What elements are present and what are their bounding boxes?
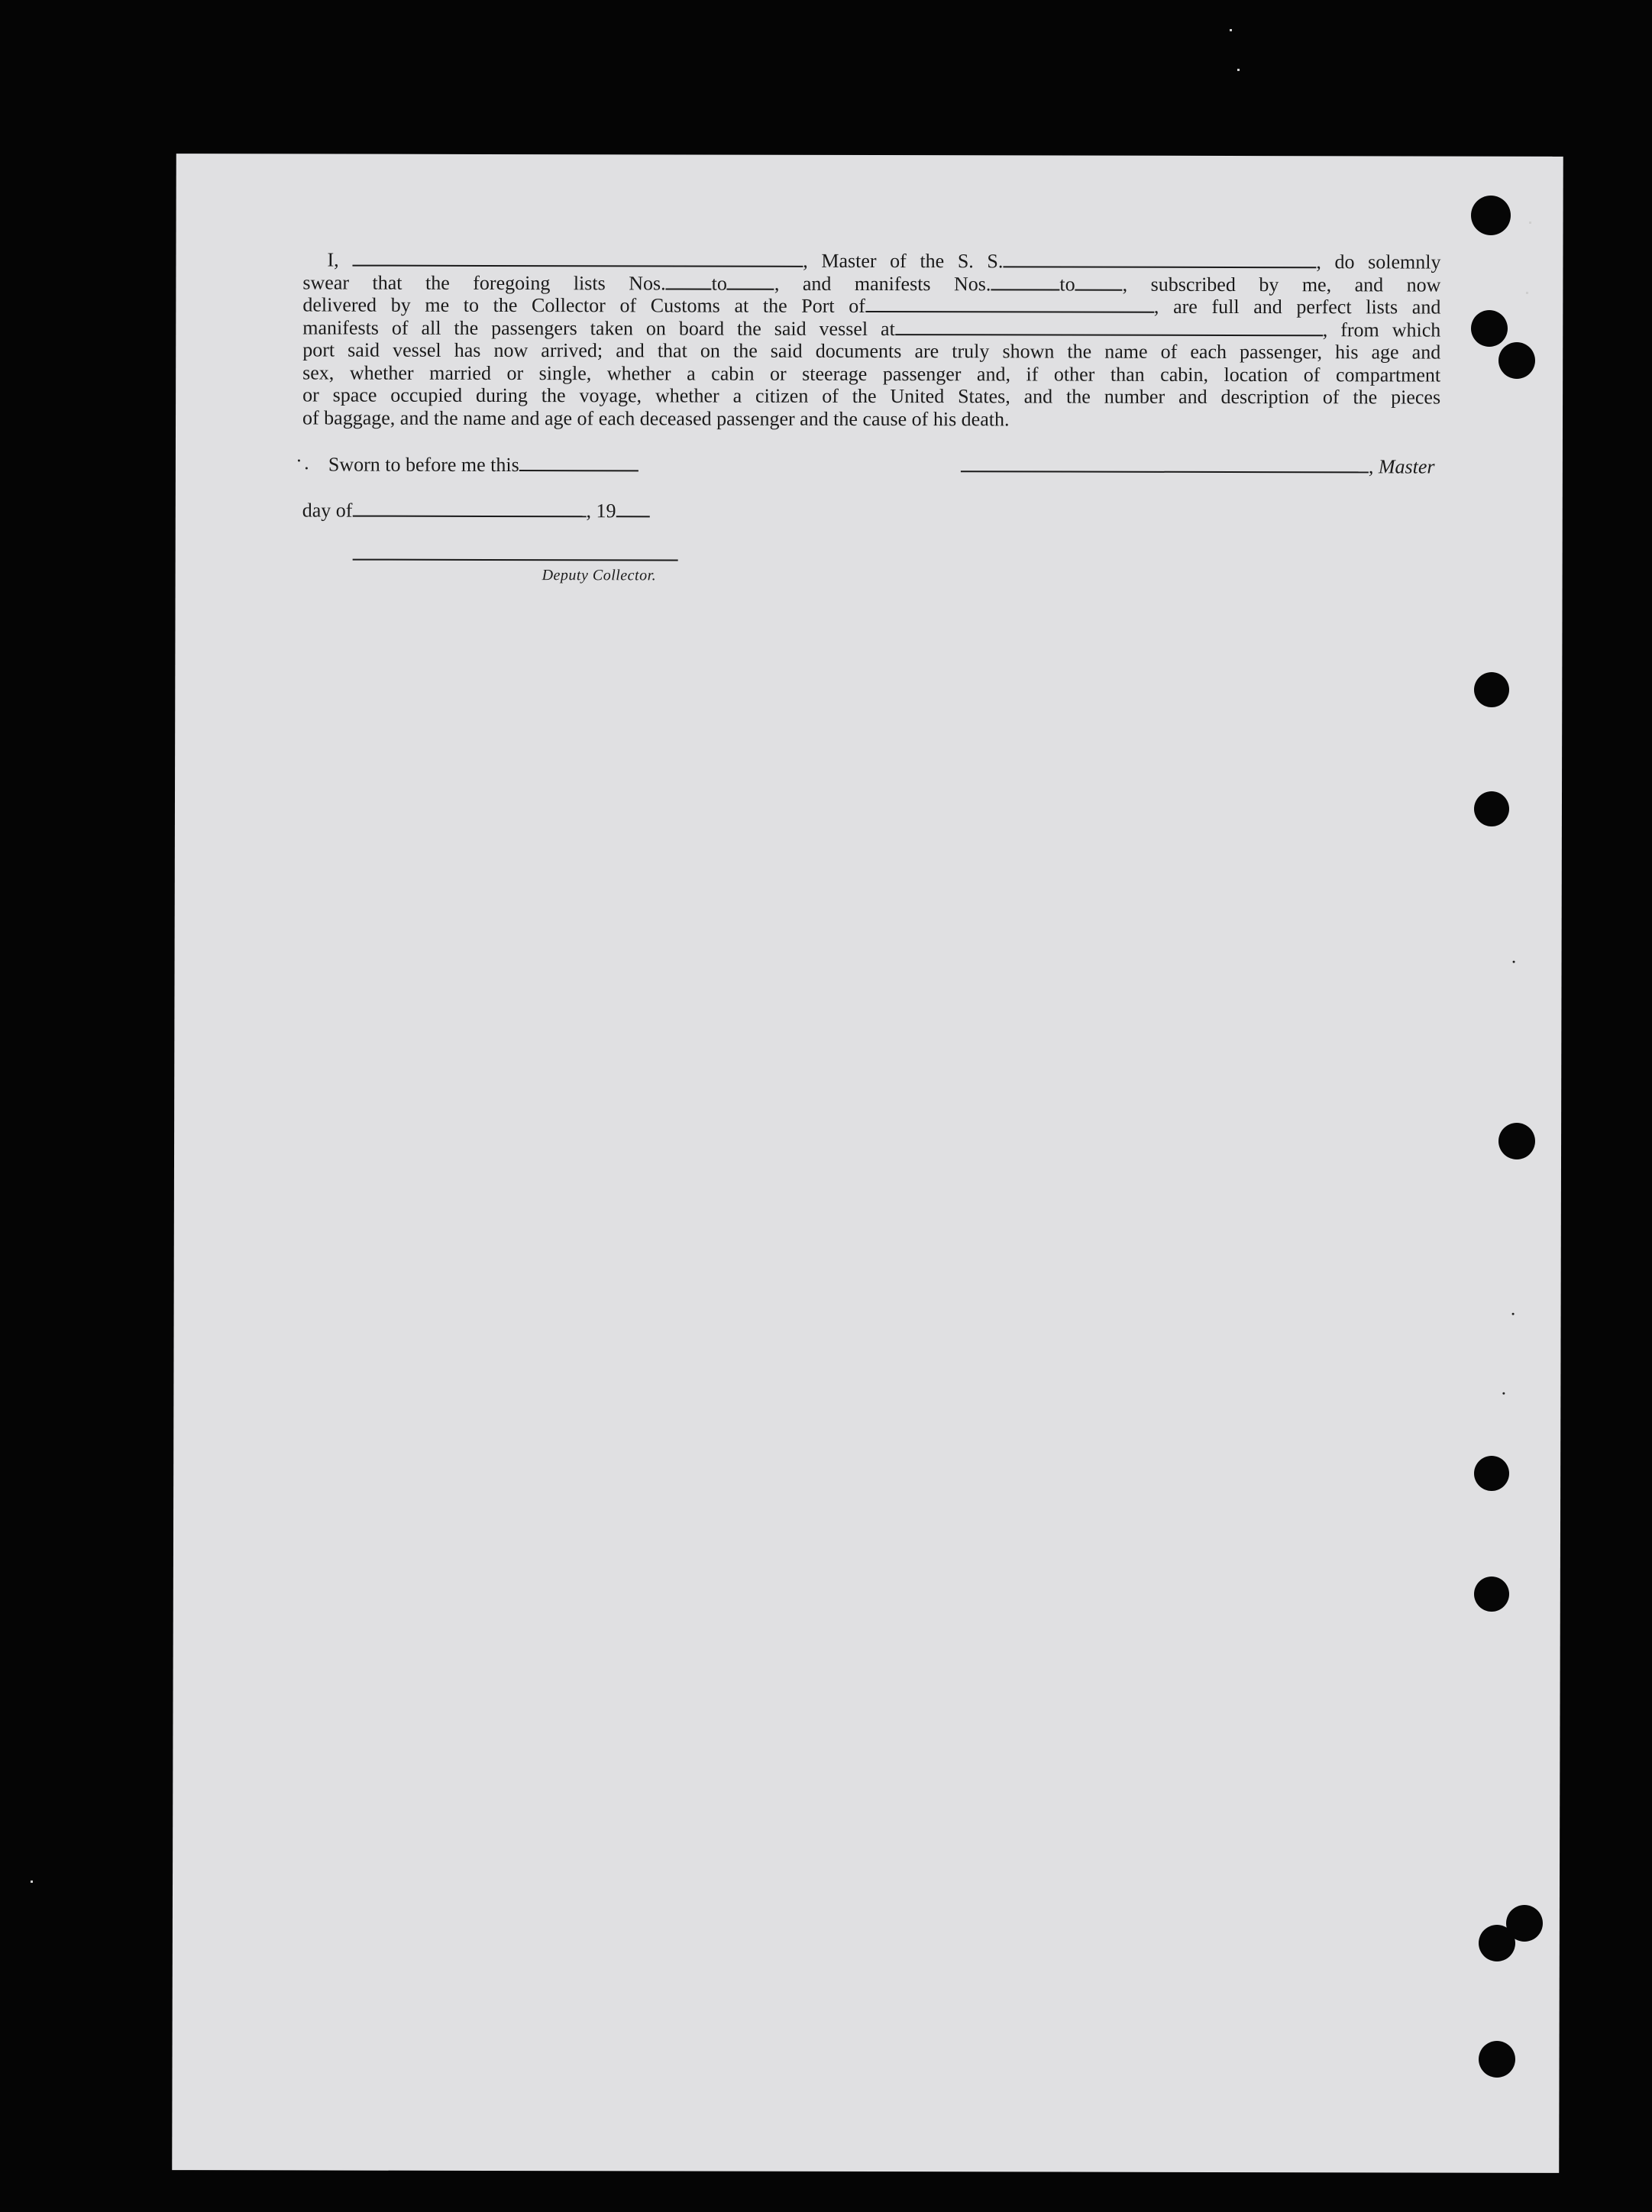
- oath-text: , and manifests Nos.: [774, 272, 991, 295]
- margin-speck: [31, 1881, 33, 1883]
- scan-speck: [298, 459, 300, 461]
- punch-hole: [1498, 342, 1535, 379]
- ship-name-blank[interactable]: [1003, 252, 1316, 268]
- manifests-to-blank[interactable]: [1075, 275, 1123, 290]
- oath-line-6: sex, whether married or single, whether a cabin or steerage passenger and, if other than cabin, location of compartment: [302, 361, 1441, 386]
- scan-speck: [306, 467, 308, 469]
- master-signature-line: [961, 454, 1435, 478]
- document-page: [172, 154, 1563, 2173]
- lists-to-blank[interactable]: [727, 274, 774, 289]
- oath-text: , subscribed by me, and now: [1122, 273, 1441, 296]
- oath-text: swear that the foregoing lists Nos.: [302, 270, 666, 294]
- oath-text: delivered by me to the Collector of Customs at the Port of: [302, 293, 865, 317]
- punch-hole: [1474, 791, 1509, 826]
- oath-text: to: [1059, 273, 1075, 296]
- sworn-label: Sworn to before me this: [328, 453, 519, 477]
- oath-text: manifests of all the passengers taken on board the said vessel at: [302, 315, 895, 340]
- punch-hole: [1471, 310, 1508, 347]
- sworn-day-blank[interactable]: [519, 456, 638, 471]
- oath-line-2: [302, 271, 1440, 296]
- month-blank[interactable]: [352, 502, 586, 518]
- deputy-collector-label: Deputy Collector.: [542, 567, 657, 584]
- punch-hole: [1479, 1925, 1515, 1961]
- oath-text: , are full and perfect lists and: [1153, 295, 1441, 319]
- punch-hole: [1474, 1456, 1509, 1491]
- manifests-from-blank[interactable]: [991, 275, 1059, 290]
- day-of-line: [302, 499, 650, 522]
- oath-text: , do solemnly: [1316, 251, 1441, 273]
- port-blank[interactable]: [865, 297, 1154, 313]
- oath-line-5: port said vessel has now arrived; and that on the said documents are truly shown the name of each passenger, his age and: [302, 338, 1441, 364]
- oath-line-3: [302, 293, 1440, 319]
- embarkation-port-blank[interactable]: [895, 320, 1323, 336]
- margin-speck: [1526, 292, 1528, 294]
- punch-hole: [1474, 1577, 1509, 1612]
- punch-hole: [1474, 672, 1509, 707]
- oath-line-8: of baggage, and the name and age of each deceased passenger and the cause of his death.: [302, 406, 1010, 430]
- oath-line-4: [302, 316, 1440, 341]
- punch-hole: [1479, 2041, 1515, 2078]
- margin-speck: [1237, 69, 1240, 71]
- sworn-line: [328, 454, 638, 477]
- year-prefix: , 19: [586, 500, 616, 522]
- oath-paragraph: [302, 248, 1440, 431]
- scan-speck: [1513, 961, 1515, 963]
- year-blank[interactable]: [616, 502, 649, 517]
- master-signature-blank[interactable]: [961, 457, 1369, 473]
- day-of-label: day of: [302, 499, 353, 522]
- margin-speck: [1529, 222, 1531, 224]
- punch-hole: [1471, 196, 1511, 235]
- punch-hole: [1498, 1123, 1535, 1159]
- master-comma: ,: [1368, 455, 1379, 478]
- lists-from-blank[interactable]: [666, 274, 712, 289]
- scan-speck: [1512, 1313, 1515, 1315]
- deputy-signature-blank[interactable]: [353, 559, 678, 561]
- oath-text: I,: [327, 248, 339, 271]
- master-name-blank[interactable]: [352, 251, 803, 267]
- oath-line-1: [302, 248, 1440, 273]
- oath-text: , Master of the S. S.: [803, 249, 1004, 273]
- master-label: Master: [1378, 455, 1435, 478]
- oath-line-7: or space occupied during the voyage, whether a citizen of the United States, and the number and description of the pieces: [302, 383, 1441, 409]
- scan-speck: [1502, 1392, 1505, 1395]
- oath-text: , from which: [1322, 318, 1441, 341]
- margin-speck: [1230, 29, 1232, 31]
- oath-text: to: [711, 272, 727, 295]
